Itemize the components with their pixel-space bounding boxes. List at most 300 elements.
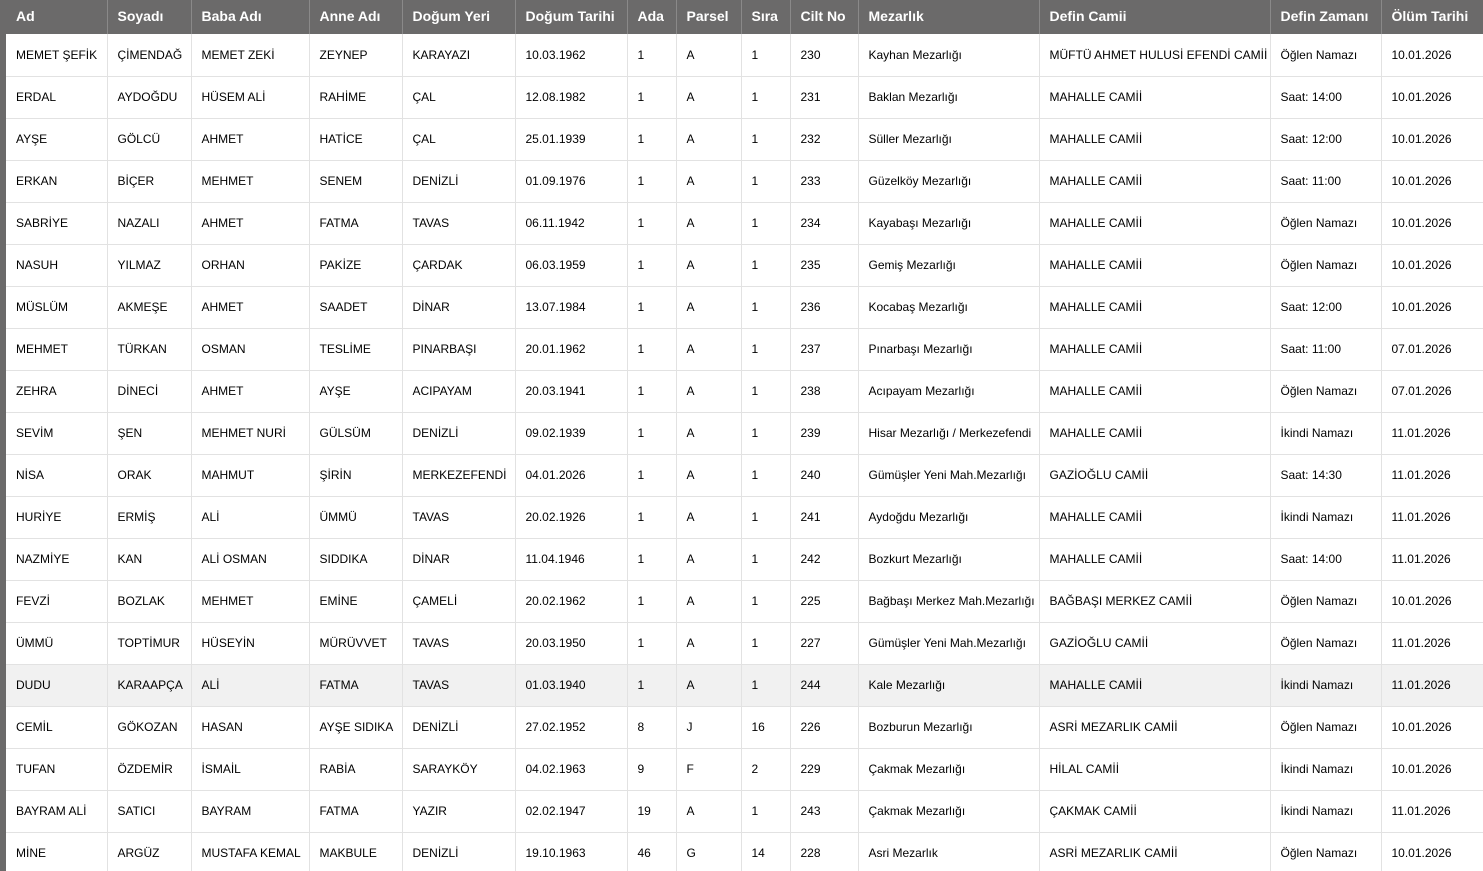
table-row[interactable] [6, 370, 1483, 412]
column-header-ad[interactable]: Ad [6, 0, 107, 34]
cell-ad: SEVİM [6, 412, 107, 454]
cell-baba-adi: MUSTAFA KEMAL [191, 832, 309, 871]
cell-mezarlik: Gümüşler Yeni Mah.Mezarlığı [858, 454, 1039, 496]
cell-ad: NAZMİYE [6, 538, 107, 580]
cell-ad: CEMİL [6, 706, 107, 748]
cell-baba-adi: MEHMET NURİ [191, 412, 309, 454]
table-row[interactable] [6, 244, 1483, 286]
cell-cilt-no: 237 [790, 328, 858, 370]
cell-parsel: A [676, 118, 741, 160]
cell-cilt-no: 238 [790, 370, 858, 412]
cell-dogum-tarihi: 04.02.1963 [515, 748, 627, 790]
cell-sira: 1 [741, 580, 790, 622]
cell-anne-adi: ÜMMÜ [309, 496, 402, 538]
cell-olum-tarihi: 07.01.2026 [1381, 370, 1483, 412]
cell-olum-tarihi: 10.01.2026 [1381, 202, 1483, 244]
cell-defin-zamani: İkindi Namazı [1270, 496, 1381, 538]
cell-cilt-no: 231 [790, 76, 858, 118]
cell-dogum-tarihi: 27.02.1952 [515, 706, 627, 748]
cell-sira: 1 [741, 328, 790, 370]
cell-anne-adi: GÜLSÜM [309, 412, 402, 454]
column-header-defin-camii[interactable]: Defin Camii [1039, 0, 1270, 34]
cell-sira: 1 [741, 34, 790, 76]
cell-soyadi: DİNECİ [107, 370, 191, 412]
cell-anne-adi: MAKBULE [309, 832, 402, 871]
column-header-cilt-no[interactable]: Cilt No [790, 0, 858, 34]
cell-defin-camii: MAHALLE CAMİİ [1039, 328, 1270, 370]
cell-dogum-yeri: PINARBAŞI [402, 328, 515, 370]
cell-soyadi: BİÇER [107, 160, 191, 202]
cell-mezarlik: Asri Mezarlık [858, 832, 1039, 871]
cell-anne-adi: FATMA [309, 202, 402, 244]
cell-cilt-no: 235 [790, 244, 858, 286]
cell-defin-camii: MAHALLE CAMİİ [1039, 202, 1270, 244]
cell-baba-adi: AHMET [191, 286, 309, 328]
cell-cilt-no: 229 [790, 748, 858, 790]
cell-ad: MEHMET [6, 328, 107, 370]
burial-records-table [6, 0, 1483, 871]
cell-olum-tarihi: 10.01.2026 [1381, 34, 1483, 76]
cell-dogum-yeri: TAVAS [402, 496, 515, 538]
cell-ada: 1 [627, 580, 676, 622]
cell-ad: SABRİYE [6, 202, 107, 244]
cell-soyadi: TOPTİMUR [107, 622, 191, 664]
cell-mezarlik: Acıpayam Mezarlığı [858, 370, 1039, 412]
cell-olum-tarihi: 07.01.2026 [1381, 328, 1483, 370]
cell-defin-camii: MAHALLE CAMİİ [1039, 664, 1270, 706]
column-header-mezarlik[interactable]: Mezarlık [858, 0, 1039, 34]
cell-baba-adi: MEHMET [191, 580, 309, 622]
table-row[interactable] [6, 748, 1483, 790]
cell-ada: 1 [627, 160, 676, 202]
cell-soyadi: ARGÜZ [107, 832, 191, 871]
cell-baba-adi: İSMAİL [191, 748, 309, 790]
cell-anne-adi: AYŞE SIDIKA [309, 706, 402, 748]
table-row[interactable] [6, 622, 1483, 664]
cell-mezarlik: Bozburun Mezarlığı [858, 706, 1039, 748]
cell-parsel: A [676, 496, 741, 538]
cell-ada: 1 [627, 370, 676, 412]
cell-parsel: A [676, 328, 741, 370]
cell-baba-adi: HÜSEYİN [191, 622, 309, 664]
cell-sira: 1 [741, 370, 790, 412]
cell-dogum-tarihi: 11.04.1946 [515, 538, 627, 580]
cell-olum-tarihi: 11.01.2026 [1381, 538, 1483, 580]
column-header-olum-tarihi[interactable]: Ölüm Tarihi [1381, 0, 1483, 34]
cell-defin-camii: MAHALLE CAMİİ [1039, 160, 1270, 202]
cell-cilt-no: 242 [790, 538, 858, 580]
cell-dogum-tarihi: 01.03.1940 [515, 664, 627, 706]
cell-sira: 1 [741, 118, 790, 160]
cell-dogum-yeri: DENİZLİ [402, 160, 515, 202]
cell-ada: 9 [627, 748, 676, 790]
cell-cilt-no: 244 [790, 664, 858, 706]
cell-mezarlik: Bozkurt Mezarlığı [858, 538, 1039, 580]
cell-sira: 1 [741, 622, 790, 664]
cell-dogum-tarihi: 20.03.1950 [515, 622, 627, 664]
cell-defin-zamani: Öğlen Namazı [1270, 34, 1381, 76]
cell-sira: 2 [741, 748, 790, 790]
cell-defin-zamani: İkindi Namazı [1270, 748, 1381, 790]
cell-olum-tarihi: 10.01.2026 [1381, 286, 1483, 328]
cell-baba-adi: AHMET [191, 202, 309, 244]
cell-ada: 1 [627, 664, 676, 706]
cell-soyadi: AKMEŞE [107, 286, 191, 328]
cell-defin-camii: MAHALLE CAMİİ [1039, 286, 1270, 328]
cell-baba-adi: MEMET ZEKİ [191, 34, 309, 76]
cell-sira: 14 [741, 832, 790, 871]
cell-dogum-yeri: ÇAMELİ [402, 580, 515, 622]
cell-mezarlik: Çakmak Mezarlığı [858, 748, 1039, 790]
cell-olum-tarihi: 11.01.2026 [1381, 790, 1483, 832]
cell-soyadi: ÇİMENDAĞ [107, 34, 191, 76]
cell-anne-adi: PAKİZE [309, 244, 402, 286]
cell-dogum-tarihi: 12.08.1982 [515, 76, 627, 118]
cell-olum-tarihi: 10.01.2026 [1381, 706, 1483, 748]
cell-dogum-tarihi: 04.01.2026 [515, 454, 627, 496]
cell-sira: 1 [741, 496, 790, 538]
cell-baba-adi: BAYRAM [191, 790, 309, 832]
cell-defin-zamani: Öğlen Namazı [1270, 580, 1381, 622]
cell-soyadi: GÖLCÜ [107, 118, 191, 160]
cell-mezarlik: Güzelköy Mezarlığı [858, 160, 1039, 202]
cell-parsel: A [676, 34, 741, 76]
cell-sira: 1 [741, 76, 790, 118]
cell-defin-camii: ASRİ MEZARLIK CAMİİ [1039, 706, 1270, 748]
cell-soyadi: ŞEN [107, 412, 191, 454]
table-row[interactable] [6, 454, 1483, 496]
cell-olum-tarihi: 10.01.2026 [1381, 580, 1483, 622]
cell-ada: 8 [627, 706, 676, 748]
cell-olum-tarihi: 11.01.2026 [1381, 664, 1483, 706]
cell-dogum-yeri: TAVAS [402, 622, 515, 664]
cell-parsel: A [676, 160, 741, 202]
cell-ad: MÜSLÜM [6, 286, 107, 328]
cell-defin-zamani: İkindi Namazı [1270, 664, 1381, 706]
cell-olum-tarihi: 10.01.2026 [1381, 832, 1483, 871]
cell-ada: 1 [627, 538, 676, 580]
cell-dogum-tarihi: 06.03.1959 [515, 244, 627, 286]
cell-soyadi: SATICI [107, 790, 191, 832]
cell-defin-zamani: Öğlen Namazı [1270, 706, 1381, 748]
cell-olum-tarihi: 11.01.2026 [1381, 412, 1483, 454]
cell-parsel: A [676, 244, 741, 286]
cell-anne-adi: SAADET [309, 286, 402, 328]
table-row[interactable] [6, 118, 1483, 160]
cell-sira: 1 [741, 160, 790, 202]
cell-soyadi: ERMİŞ [107, 496, 191, 538]
cell-ad: HURİYE [6, 496, 107, 538]
cell-olum-tarihi: 10.01.2026 [1381, 76, 1483, 118]
cell-baba-adi: MEHMET [191, 160, 309, 202]
cell-cilt-no: 227 [790, 622, 858, 664]
cell-soyadi: ÖZDEMİR [107, 748, 191, 790]
cell-dogum-yeri: ÇAL [402, 76, 515, 118]
cell-soyadi: YILMAZ [107, 244, 191, 286]
table-row[interactable] [6, 412, 1483, 454]
cell-defin-zamani: Saat: 12:00 [1270, 118, 1381, 160]
cell-dogum-yeri: ÇARDAK [402, 244, 515, 286]
cell-defin-zamani: Saat: 14:00 [1270, 76, 1381, 118]
cell-olum-tarihi: 10.01.2026 [1381, 118, 1483, 160]
table-row[interactable] [6, 832, 1483, 871]
cell-defin-zamani: İkindi Namazı [1270, 412, 1381, 454]
table-row[interactable] [6, 76, 1483, 118]
cell-ada: 1 [627, 286, 676, 328]
table-row[interactable] [6, 538, 1483, 580]
cell-ad: TUFAN [6, 748, 107, 790]
cell-ad: MEMET ŞEFİK [6, 34, 107, 76]
cell-parsel: A [676, 664, 741, 706]
cell-anne-adi: HATİCE [309, 118, 402, 160]
table-row[interactable] [6, 202, 1483, 244]
cell-olum-tarihi: 10.01.2026 [1381, 748, 1483, 790]
cell-cilt-no: 234 [790, 202, 858, 244]
table-row[interactable] [6, 34, 1483, 76]
cell-parsel: A [676, 202, 741, 244]
table-row[interactable] [6, 160, 1483, 202]
cell-mezarlik: Baklan Mezarlığı [858, 76, 1039, 118]
table-body [6, 34, 1483, 871]
cell-olum-tarihi: 10.01.2026 [1381, 160, 1483, 202]
cell-cilt-no: 240 [790, 454, 858, 496]
table-row[interactable] [6, 286, 1483, 328]
cell-anne-adi: ZEYNEP [309, 34, 402, 76]
cell-parsel: A [676, 286, 741, 328]
cell-cilt-no: 241 [790, 496, 858, 538]
cell-defin-camii: ASRİ MEZARLIK CAMİİ [1039, 832, 1270, 871]
cell-mezarlik: Çakmak Mezarlığı [858, 790, 1039, 832]
cell-dogum-tarihi: 25.01.1939 [515, 118, 627, 160]
cell-baba-adi: HASAN [191, 706, 309, 748]
cell-dogum-yeri: MERKEZEFENDİ [402, 454, 515, 496]
cell-sira: 1 [741, 454, 790, 496]
cell-mezarlik: Hisar Mezarlığı / Merkezefendi [858, 412, 1039, 454]
cell-parsel: A [676, 580, 741, 622]
cell-defin-zamani: Öğlen Namazı [1270, 832, 1381, 871]
cell-parsel: A [676, 454, 741, 496]
cell-dogum-yeri: DİNAR [402, 286, 515, 328]
cell-sira: 1 [741, 202, 790, 244]
column-header-anne-adi[interactable]: Anne Adı [309, 0, 402, 34]
cell-ada: 46 [627, 832, 676, 871]
cell-olum-tarihi: 11.01.2026 [1381, 622, 1483, 664]
cell-dogum-yeri: DENİZLİ [402, 832, 515, 871]
cell-sira: 16 [741, 706, 790, 748]
column-header-sira[interactable]: Sıra [741, 0, 790, 34]
cell-sira: 1 [741, 412, 790, 454]
column-header-dogum-tarihi[interactable]: Doğum Tarihi [515, 0, 627, 34]
cell-defin-camii: MÜFTÜ AHMET HULUSİ EFENDİ CAMİİ [1039, 34, 1270, 76]
cell-anne-adi: SIDDIKA [309, 538, 402, 580]
cell-sira: 1 [741, 790, 790, 832]
cell-dogum-tarihi: 20.01.1962 [515, 328, 627, 370]
cell-dogum-yeri: DENİZLİ [402, 412, 515, 454]
cell-anne-adi: ŞİRİN [309, 454, 402, 496]
cell-defin-camii: MAHALLE CAMİİ [1039, 118, 1270, 160]
cell-defin-zamani: Öğlen Namazı [1270, 244, 1381, 286]
cell-dogum-yeri: DENİZLİ [402, 706, 515, 748]
cell-soyadi: ORAK [107, 454, 191, 496]
cell-ad: BAYRAM ALİ [6, 790, 107, 832]
cell-defin-zamani: Saat: 12:00 [1270, 286, 1381, 328]
cell-anne-adi: RAHİME [309, 76, 402, 118]
cell-baba-adi: AHMET [191, 118, 309, 160]
cell-dogum-tarihi: 06.11.1942 [515, 202, 627, 244]
cell-soyadi: TÜRKAN [107, 328, 191, 370]
cell-parsel: A [676, 538, 741, 580]
cell-dogum-yeri: YAZIR [402, 790, 515, 832]
cell-sira: 1 [741, 244, 790, 286]
cell-baba-adi: MAHMUT [191, 454, 309, 496]
cell-dogum-tarihi: 20.03.1941 [515, 370, 627, 412]
column-header-parsel[interactable]: Parsel [676, 0, 741, 34]
cell-soyadi: GÖKOZAN [107, 706, 191, 748]
cell-dogum-yeri: ÇAL [402, 118, 515, 160]
cell-ad: DUDU [6, 664, 107, 706]
cell-defin-camii: MAHALLE CAMİİ [1039, 370, 1270, 412]
cell-parsel: G [676, 832, 741, 871]
cell-dogum-yeri: SARAYKÖY [402, 748, 515, 790]
cell-cilt-no: 232 [790, 118, 858, 160]
table-row[interactable] [6, 664, 1483, 706]
cell-parsel: A [676, 412, 741, 454]
cell-cilt-no: 228 [790, 832, 858, 871]
cell-parsel: F [676, 748, 741, 790]
cell-cilt-no: 236 [790, 286, 858, 328]
cell-defin-zamani: Saat: 11:00 [1270, 328, 1381, 370]
cell-anne-adi: FATMA [309, 664, 402, 706]
cell-dogum-yeri: KARAYAZI [402, 34, 515, 76]
cell-ada: 1 [627, 118, 676, 160]
cell-soyadi: KARAAPÇA [107, 664, 191, 706]
cell-mezarlik: Kayabaşı Mezarlığı [858, 202, 1039, 244]
cell-soyadi: KAN [107, 538, 191, 580]
cell-baba-adi: AHMET [191, 370, 309, 412]
cell-dogum-tarihi: 20.02.1926 [515, 496, 627, 538]
table-row[interactable] [6, 580, 1483, 622]
cell-anne-adi: FATMA [309, 790, 402, 832]
cell-mezarlik: Kocabaş Mezarlığı [858, 286, 1039, 328]
cell-parsel: A [676, 76, 741, 118]
cell-ada: 1 [627, 76, 676, 118]
cell-dogum-tarihi: 09.02.1939 [515, 412, 627, 454]
cell-parsel: A [676, 790, 741, 832]
cell-dogum-yeri: TAVAS [402, 664, 515, 706]
cell-mezarlik: Gümüşler Yeni Mah.Mezarlığı [858, 622, 1039, 664]
cell-cilt-no: 243 [790, 790, 858, 832]
cell-defin-zamani: Saat: 14:30 [1270, 454, 1381, 496]
cell-defin-camii: MAHALLE CAMİİ [1039, 412, 1270, 454]
cell-dogum-yeri: DİNAR [402, 538, 515, 580]
cell-baba-adi: ALİ OSMAN [191, 538, 309, 580]
table-row[interactable] [6, 790, 1483, 832]
cell-parsel: J [676, 706, 741, 748]
cell-defin-camii: BAĞBAŞI MERKEZ CAMİİ [1039, 580, 1270, 622]
cell-defin-zamani: Saat: 14:00 [1270, 538, 1381, 580]
cell-cilt-no: 239 [790, 412, 858, 454]
table-header [6, 0, 1483, 34]
cell-defin-camii: MAHALLE CAMİİ [1039, 244, 1270, 286]
cell-defin-camii: GAZİOĞLU CAMİİ [1039, 454, 1270, 496]
cell-ad: AYŞE [6, 118, 107, 160]
cell-anne-adi: AYŞE [309, 370, 402, 412]
column-header-soyadi[interactable]: Soyadı [107, 0, 191, 34]
cell-defin-zamani: Öğlen Namazı [1270, 622, 1381, 664]
table-row[interactable] [6, 496, 1483, 538]
cell-olum-tarihi: 11.01.2026 [1381, 496, 1483, 538]
cell-mezarlik: Aydoğdu Mezarlığı [858, 496, 1039, 538]
cell-defin-camii: MAHALLE CAMİİ [1039, 496, 1270, 538]
column-header-baba-adi[interactable]: Baba Adı [191, 0, 309, 34]
cell-soyadi: NAZALI [107, 202, 191, 244]
cell-dogum-tarihi: 02.02.1947 [515, 790, 627, 832]
cell-mezarlik: Kale Mezarlığı [858, 664, 1039, 706]
cell-cilt-no: 225 [790, 580, 858, 622]
cell-cilt-no: 230 [790, 34, 858, 76]
table-row[interactable] [6, 706, 1483, 748]
cell-defin-zamani: Öğlen Namazı [1270, 202, 1381, 244]
cell-defin-camii: MAHALLE CAMİİ [1039, 76, 1270, 118]
cell-parsel: A [676, 622, 741, 664]
cell-anne-adi: EMİNE [309, 580, 402, 622]
column-header-dogum-yeri[interactable]: Doğum Yeri [402, 0, 515, 34]
cell-ada: 1 [627, 454, 676, 496]
cell-defin-camii: ÇAKMAK CAMİİ [1039, 790, 1270, 832]
cell-defin-camii: HİLAL CAMİİ [1039, 748, 1270, 790]
cell-sira: 1 [741, 664, 790, 706]
cell-sira: 1 [741, 538, 790, 580]
cell-mezarlik: Bağbaşı Merkez Mah.Mezarlığı [858, 580, 1039, 622]
cell-ada: 1 [627, 496, 676, 538]
cell-ad: MİNE [6, 832, 107, 871]
cell-defin-zamani: İkindi Namazı [1270, 790, 1381, 832]
column-header-defin-zamani[interactable]: Defin Zamanı [1270, 0, 1381, 34]
cell-defin-camii: MAHALLE CAMİİ [1039, 538, 1270, 580]
cell-baba-adi: ALİ [191, 496, 309, 538]
cell-anne-adi: TESLİME [309, 328, 402, 370]
cell-dogum-tarihi: 10.03.1962 [515, 34, 627, 76]
cell-ad: NİSA [6, 454, 107, 496]
cell-defin-camii: GAZİOĞLU CAMİİ [1039, 622, 1270, 664]
cell-ada: 1 [627, 328, 676, 370]
cell-ad: ERKAN [6, 160, 107, 202]
cell-baba-adi: OSMAN [191, 328, 309, 370]
cell-defin-zamani: Saat: 11:00 [1270, 160, 1381, 202]
header-row [6, 0, 1483, 34]
cell-ada: 1 [627, 34, 676, 76]
column-header-ada[interactable]: Ada [627, 0, 676, 34]
cell-olum-tarihi: 10.01.2026 [1381, 244, 1483, 286]
cell-anne-adi: RABİA [309, 748, 402, 790]
cell-ada: 19 [627, 790, 676, 832]
cell-anne-adi: MÜRÜVVET [309, 622, 402, 664]
cell-ad: ZEHRA [6, 370, 107, 412]
cell-dogum-tarihi: 19.10.1963 [515, 832, 627, 871]
cell-dogum-yeri: ACIPAYAM [402, 370, 515, 412]
table-row[interactable] [6, 328, 1483, 370]
cell-ad: NASUH [6, 244, 107, 286]
cell-olum-tarihi: 11.01.2026 [1381, 454, 1483, 496]
cell-dogum-yeri: TAVAS [402, 202, 515, 244]
cell-anne-adi: SENEM [309, 160, 402, 202]
cell-cilt-no: 226 [790, 706, 858, 748]
cell-cilt-no: 233 [790, 160, 858, 202]
cell-mezarlik: Gemiş Mezarlığı [858, 244, 1039, 286]
cell-dogum-tarihi: 20.02.1962 [515, 580, 627, 622]
cell-soyadi: AYDOĞDU [107, 76, 191, 118]
cell-ad: FEVZİ [6, 580, 107, 622]
